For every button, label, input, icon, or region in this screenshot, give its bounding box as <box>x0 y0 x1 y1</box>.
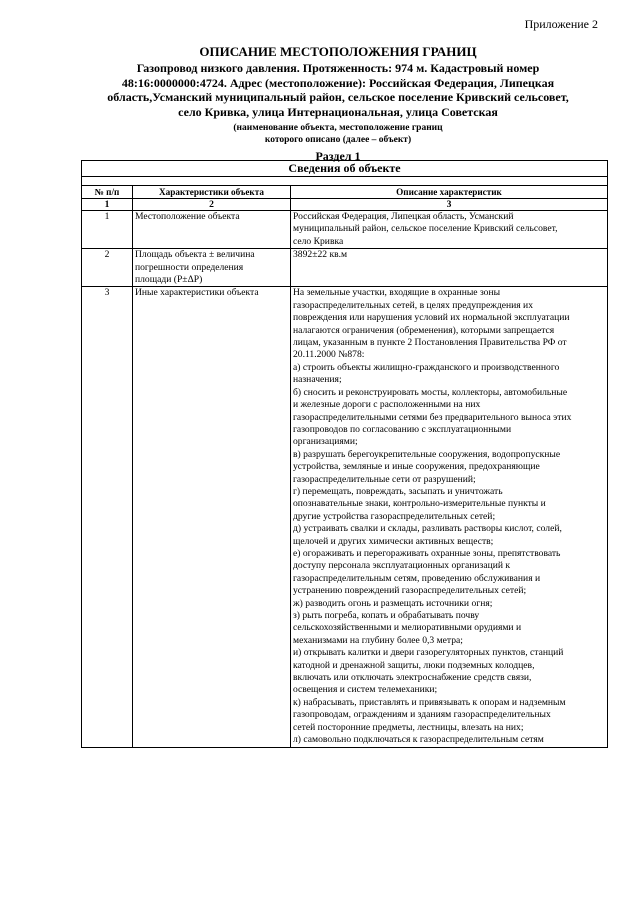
description-line: в) разрушать берегоукрепительные сооружения, водопропускные <box>293 448 561 460</box>
description-line: б) сносить и реконструировать мосты, коллекторы, автомобильные <box>293 386 568 398</box>
description-line: село Кривка <box>293 235 344 247</box>
column-number: 2 <box>133 199 291 211</box>
document-header <box>70 44 606 163</box>
row-number: 3 <box>82 287 133 748</box>
row-number: 1 <box>82 211 133 249</box>
description-line: повреждения или нарушения условий их нормальной эксплуатации <box>293 312 570 324</box>
description-line: газораспределительные сети от разрушений; <box>293 473 476 485</box>
characteristic-line: площади (P±ΔP) <box>135 274 203 286</box>
object-line: область,Усманский муниципальный район, сельское поселение Кривский сельсовет, <box>107 90 569 104</box>
description-line: катодной и дренажной защиты, люки подземных колодцев, <box>293 659 535 671</box>
description-line: 3892±22 кв.м <box>293 249 348 261</box>
description-line: и) открывать калитки и двери газорегуляторных пунктов, станций <box>293 647 564 659</box>
description-line: устранению повреждений газораспределительных сетей; <box>293 585 527 597</box>
description-line: сетей посторонние предметы, лестницы, влезать на них; <box>293 721 524 733</box>
header-number: № п/п <box>82 186 133 199</box>
characteristic-line: погрешности определения <box>135 261 244 273</box>
table-header-row <box>82 186 608 199</box>
description-line: лицам, указанным в пункте 2 Постановления Правительства РФ от <box>293 337 567 349</box>
column-number: 3 <box>291 199 608 211</box>
description-line: назначения; <box>293 374 342 386</box>
description-line: д) устраивать свалки и склады, разливать растворы кислот, солей, <box>293 523 562 535</box>
description-line: г) перемещать, повреждать, засыпать и уничтожать <box>293 485 503 497</box>
description-line: з) рыть погреба, копать и обрабатывать почву <box>293 610 480 621</box>
object-description <box>70 61 606 119</box>
object-subtitle <box>70 123 606 146</box>
appendix-label: Приложение 2 <box>524 17 598 31</box>
column-numbers-row <box>82 199 608 211</box>
section-title: Раздел 1 <box>315 149 361 163</box>
row-characteristic <box>133 249 291 287</box>
description-line: другие устройства газораспределительных сетей; <box>293 510 496 522</box>
description-line: газораспределительным сетям, проведению обслуживания и <box>293 572 541 584</box>
column-number: 1 <box>82 199 133 211</box>
description-line: механизмами на глубину более 0,3 метра; <box>293 634 463 646</box>
description-line: 20.11.2000 №878: <box>293 349 365 361</box>
description-line: щелочей и других химически активных веществ; <box>293 535 494 547</box>
description-line: включать или отключать электроснабжение средств связи, <box>293 672 532 684</box>
table-row <box>82 249 608 287</box>
description-line: к) набрасывать, приставлять и привязывать к опорам и надземным <box>293 696 566 708</box>
description-line: сельскохозяйственными и мелиоративными орудиями и <box>293 622 522 634</box>
description-line: доступу персонала эксплуатационных организаций к <box>293 560 511 572</box>
description-line: е) огораживать и перегораживать охранные зоны, препятствовать <box>293 547 561 559</box>
document-title: ОПИСАНИЕ МЕСТОПОЛОЖЕНИЯ ГРАНИЦ <box>199 44 477 59</box>
description-line: налагаются ограничения (обременения), которыми запрещается <box>293 324 555 336</box>
object-line: 48:16:0000000:4724. Адрес (местоположение): Российская Федерация, Липецкая <box>121 75 555 90</box>
object-line: Газопровод низкого давления. Протяженность: 974 м. Кадастровый номер <box>136 61 540 75</box>
table-spacer-row <box>82 177 608 186</box>
description-line: Российская Федерация, Липецкая область, Усманский <box>293 211 514 222</box>
description-line: ж) разводить огонь и размещать источники огня; <box>293 597 493 609</box>
row-description <box>291 287 608 748</box>
description-line: л) самовольно подключаться к газораспределительным сетям <box>293 734 544 746</box>
table-spacer <box>82 177 608 186</box>
row-description <box>291 249 608 287</box>
description-line: и железные дороги с расположенными на них <box>293 399 481 411</box>
row-description <box>291 211 608 249</box>
object-info-table <box>81 160 608 748</box>
description-line: муниципальный район, сельское поселение Кривский сельсовет, <box>293 223 558 235</box>
description-line: а) строить объекты жилищно-гражданского и производственного <box>293 361 560 373</box>
description-line: газораспределительных сетей, в целях предупреждения их <box>293 299 533 311</box>
subtitle-line: которого описано (далее – объект) <box>264 134 412 145</box>
description-line: организациями; <box>293 436 358 448</box>
object-line: село Кривка, улица Интернациональная, улица Советская <box>178 104 498 119</box>
row-number: 2 <box>82 249 133 287</box>
description-line: На земельные участки, входящие в охранные зоны <box>293 287 501 299</box>
description-line: газопроводов по согласованию с эксплуатационными <box>293 423 512 435</box>
row-characteristic: Иные характеристики объекта <box>133 287 291 748</box>
header-characteristic: Характеристики объекта <box>133 186 291 199</box>
table-title-row <box>82 161 608 177</box>
description-line: газопроводам, ограждениям и зданиям газораспределительных <box>293 709 551 721</box>
description-line: опознавательные знаки, контрольно-измерительные пункты и <box>293 498 546 510</box>
description-line: устройства, земляные и иные сооружения, предохраняющие <box>293 461 540 473</box>
header-description: Описание характеристик <box>291 186 608 199</box>
table-row <box>82 211 608 249</box>
subtitle-line: (наименование объекта, местоположение границ <box>233 123 443 133</box>
characteristic-line: Площадь объекта ± величина <box>135 249 255 261</box>
row-characteristic: Местоположение объекта <box>133 211 291 249</box>
description-line: газораспределительными сетями без предварительного выноса этих <box>293 411 572 423</box>
table-title: Сведения об объекте <box>82 161 608 177</box>
description-line: освещения и систем телемеханики; <box>293 684 438 696</box>
table-row <box>82 287 608 748</box>
